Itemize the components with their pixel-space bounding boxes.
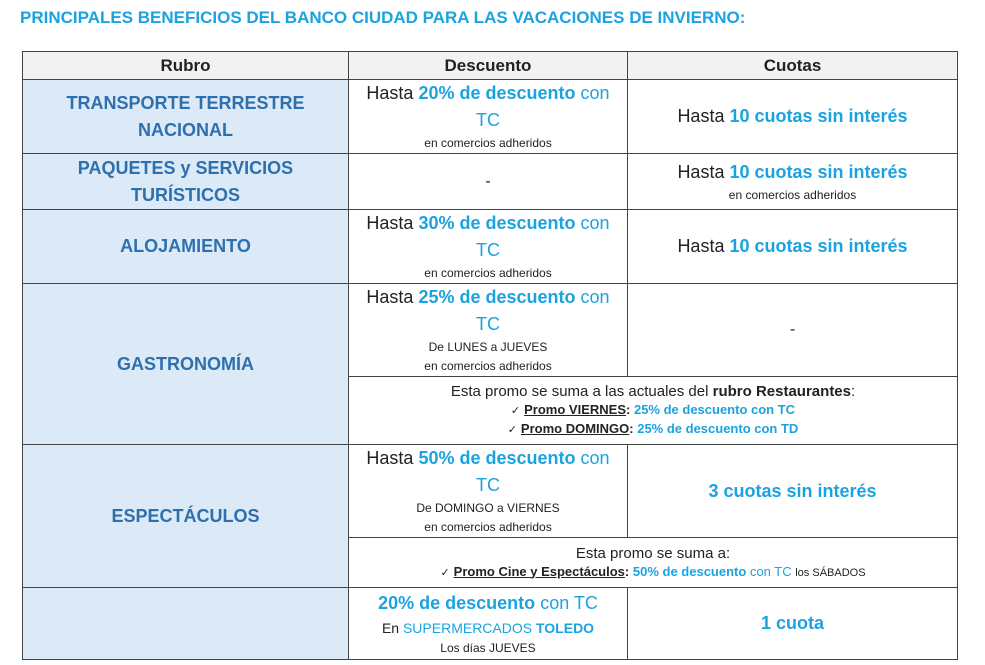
header-cuotas: Cuotas [628,52,958,80]
cuotas-gastronomia: - [628,284,958,377]
descuento-note: en comercios adheridos [424,136,552,150]
rubro-transporte: TRANSPORTE TERRESTRE NACIONAL [23,80,349,154]
cuotas-note: en comercios adheridos [728,187,857,202]
check-icon: ✓ [510,405,521,417]
descuento-alojamiento: Hasta 30% de descuento con TC en comercios adheridos [349,210,628,284]
rubro-alojamiento: ALOJAMIENTO [23,210,349,284]
descuento-supermercados: 20% de descuento con TC En SUPERMERCADOS TOLEDO Los días JUEVES [349,588,628,660]
page-title: PRINCIPALES BENEFICIOS DEL BANCO CIUDAD PARA LAS VACACIONES DE INVIERNO: [20,8,746,27]
promo-espectaculos: Esta promo se suma a: ✓ Promo Cine y Espectáculos: 50% de descuento con TC los SÁBADOS [349,538,958,588]
cuotas-paquetes: Hasta 10 cuotas sin interés en comercios adheridos [628,154,958,210]
table-row [23,154,958,210]
table-row [23,284,958,377]
rubro-espectaculos: ESPECTÁCULOS [23,445,349,588]
promo-item: ✓ Promo DOMINGO: 25% de descuento con TD [507,421,799,436]
table-header-row [23,52,958,80]
check-icon: ✓ [440,566,450,579]
descuento-espectaculos: Hasta 50% de descuento con TC De DOMINGO a VIERNES en comercios adheridos [349,445,628,538]
table-row [23,445,958,538]
table-row [23,588,958,660]
header-rubro: Rubro [23,52,349,80]
header-descuento: Descuento [349,52,628,80]
cuotas-supermercados: 1 cuota [628,588,958,660]
descuento-text: Hasta 20% de descuento con TC [366,83,610,130]
check-icon: ✓ [507,424,517,436]
table-row [23,80,958,154]
promo-gastronomia: Esta promo se suma a las actuales del rubro Restaurantes: ✓ Promo VIERNES: 25% de descuento con TC ✓ Promo DOMINGO: 25% de descuento con TD [349,377,958,445]
table-row [23,210,958,284]
descuento-gastronomia: Hasta 25% de descuento con TC De LUNES a JUEVES en comercios adheridos [349,284,628,377]
cuotas-alojamiento: Hasta 10 cuotas sin interés [628,210,958,284]
cuotas-transporte: Hasta 10 cuotas sin interés [628,80,958,154]
descuento-paquetes: - [349,154,628,210]
promo-item: ✓ Promo Cine y Espectáculos: 50% de descuento con TC los SÁBADOS [440,563,866,579]
rubro-supermercados [23,588,349,660]
rubro-gastronomia: GASTRONOMÍA [23,284,349,445]
promo-item: ✓ Promo VIERNES: 25% de descuento con TC [510,402,796,417]
rubro-paquetes: PAQUETES y SERVICIOS TURÍSTICOS [23,154,349,210]
benefits-table [22,51,958,660]
cuotas-espectaculos: 3 cuotas sin interés [628,445,958,538]
descuento-transporte [349,80,628,154]
